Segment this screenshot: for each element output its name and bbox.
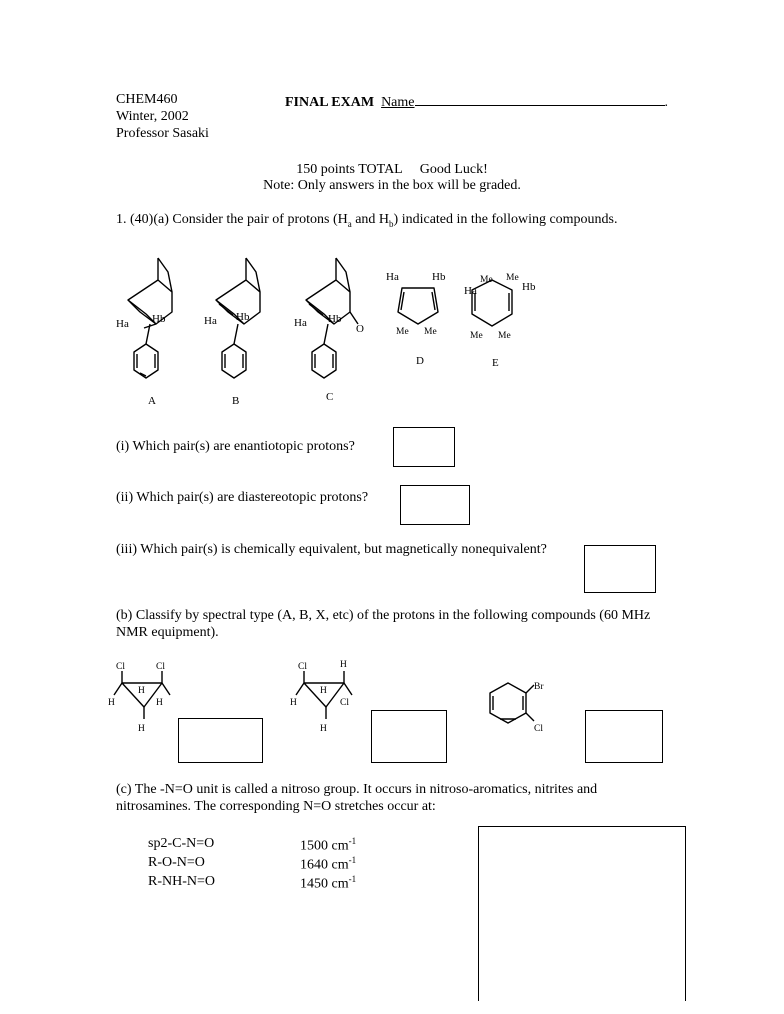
answer-box-b2[interactable] — [371, 710, 447, 763]
stretch-value-1: 1500 $cm^{-1}$ — [300, 836, 357, 854]
compounds-part-b — [100, 655, 580, 745]
answer-box-iii[interactable] — [584, 545, 656, 593]
question-iii: (iii) Which pair(s) is chemically equivalent, but magnetically nonequivalent? — [116, 542, 547, 557]
label-o-c: O — [356, 323, 364, 335]
answer-box-b1[interactable] — [178, 718, 263, 763]
note-line: Note: Only answers in the box will be graded. — [263, 178, 521, 193]
question-b-line2: NMR equipment). — [116, 625, 219, 640]
label-hb-e: Hb — [522, 281, 536, 293]
label-br: Br — [534, 682, 544, 692]
label-h-2d: H — [320, 724, 327, 734]
term: Winter, 2002 — [116, 109, 189, 124]
course-code: CHEM460 — [116, 92, 178, 107]
label-hb-a: Hb — [152, 313, 166, 325]
label-h-1d: H — [138, 724, 145, 734]
label-d: D — [416, 355, 424, 367]
stretch-value-3: 1450 $cm^{-1}$ — [300, 874, 357, 892]
label-ha-b: Ha — [204, 315, 217, 327]
name-field[interactable] — [415, 92, 665, 106]
name-label: Name — [381, 95, 415, 110]
exam-title: FINAL EXAM — [285, 95, 375, 110]
label-me-e4: Me — [498, 331, 511, 341]
stretch-group-3: R-NH-N=O — [148, 874, 215, 889]
answer-box-i[interactable] — [393, 427, 455, 467]
exam-title-row — [285, 92, 668, 111]
label-me-e3: Me — [470, 331, 483, 341]
professor: Professor Sasaki — [116, 126, 209, 141]
label-cl-2a: Cl — [298, 662, 307, 672]
label-a: A — [148, 395, 156, 407]
compounds-a-e — [100, 240, 580, 410]
question-c-line1: (c) The -N=O unit is called a nitroso group. It occurs in nitroso-aromatics, nitrites and — [116, 782, 598, 797]
label-cl-1a: Cl — [116, 662, 125, 672]
answer-box-c[interactable] — [478, 826, 686, 1001]
label-e: E — [492, 357, 499, 369]
label-me-e2: Me — [506, 273, 519, 283]
compound-d-structure — [398, 288, 438, 324]
answer-box-ii[interactable] — [400, 485, 470, 525]
label-ha-d: Ha — [386, 271, 399, 283]
label-cl-3: Cl — [534, 724, 543, 734]
label-cl-2b: Cl — [340, 698, 349, 708]
label-ha-e: Ha — [464, 285, 477, 297]
stretch-group-1: sp2-C-N=O — [148, 836, 215, 851]
label-me-e1: Me — [480, 275, 493, 285]
name-end: . — [664, 95, 668, 110]
compound-e-structure — [472, 280, 512, 326]
label-hb-b: Hb — [236, 311, 250, 323]
question-i: (i) Which pair(s) are enantiotopic protons? — [116, 439, 355, 454]
answer-box-b3[interactable] — [585, 710, 663, 763]
label-h-2a: H — [340, 660, 347, 670]
label-h-2c: H — [290, 698, 297, 708]
label-b: B — [232, 395, 240, 407]
label-c: C — [326, 391, 334, 403]
stretch-group-2: R-O-N=O — [148, 855, 205, 870]
question-b-line1: (b) Classify by spectral type (A, B, X, etc) of the protons in the following compounds (60 MHz — [116, 608, 651, 623]
label-me-d2: Me — [424, 327, 437, 337]
label-h-1b: H — [108, 698, 115, 708]
stretch-value-2: 1640 $cm^{-1}$ — [300, 855, 357, 873]
label-hb-d: Hb — [432, 271, 446, 283]
label-cl-1b: Cl — [156, 662, 165, 672]
label-hb-c: Hb — [328, 313, 342, 325]
question-1a: 1. (40)(a) Consider the pair of protons ($H_a$ and $H_b$) indicated in the following compounds. — [116, 212, 618, 229]
label-h-2b: H — [320, 686, 327, 696]
label-me-d1: Me — [396, 327, 409, 337]
question-c-line2: nitrosamines. The corresponding N=O stretches occur at: — [116, 799, 436, 814]
label-ha-c: Ha — [294, 317, 307, 329]
benzene-ring — [490, 683, 526, 723]
label-h-1c: H — [156, 698, 163, 708]
question-ii: (ii) Which pair(s) are diastereotopic protons? — [116, 490, 369, 505]
label-ha-a: Ha — [116, 318, 129, 330]
label-h-1a: H — [138, 686, 145, 696]
points-line: 150 points TOTAL Good Luck! — [296, 162, 488, 177]
